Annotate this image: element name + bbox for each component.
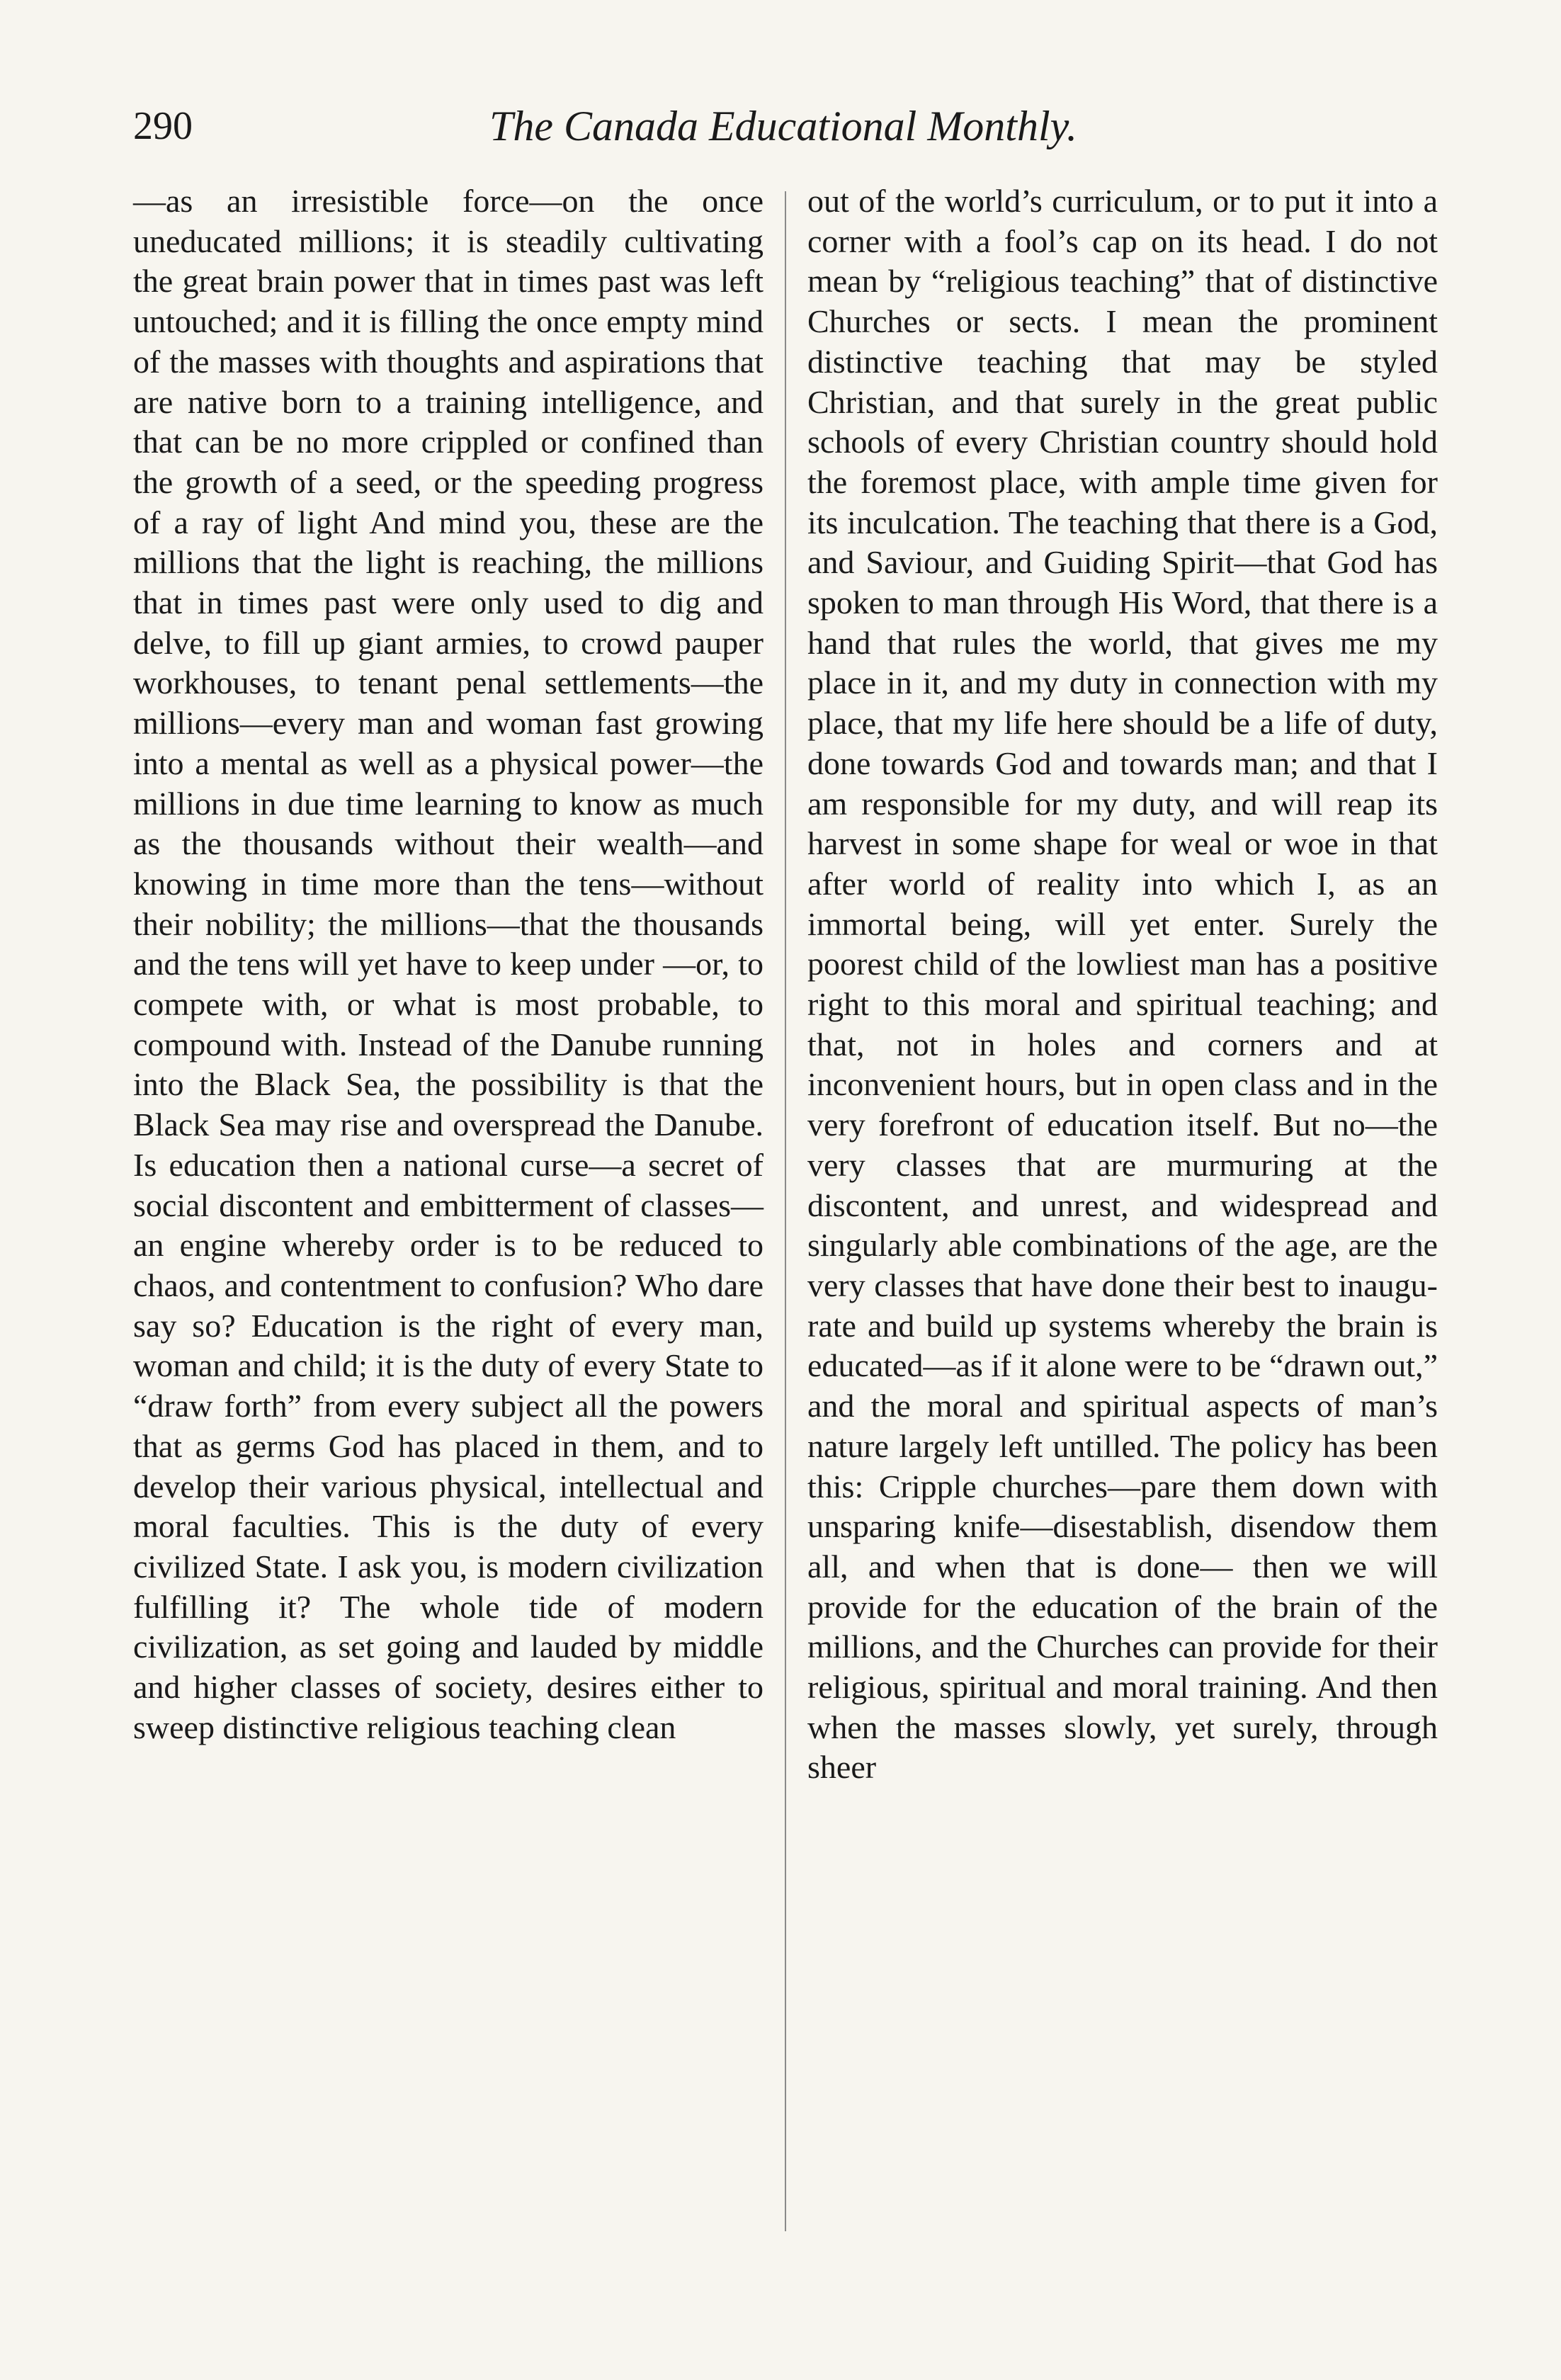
left-column <box>133 181 764 2250</box>
right-column-text: out of the world’s curriculum, or to put it into a corner with a fool’s cap on its head. I do not mean by “religious teaching” that of distinctive Churches or sects. I mean the prominent distinctive teaching that may be styled Christian, and that surely in the great public schools of every Christian country should hold the foremost place, with ample time given for its inculcation. The teaching that there is a God, and Saviour, and Guiding Spirit—that God has spoken to man through His Word, that there is a hand that rules the world, that gives me my place in it, and my duty in connection with my place, that my life here should be a life of duty, done towards God and towards man; and that I am responsible for my duty, and will reap its harvest in some shape for weal or woe in that after world of reality into which I, as an immortal being, will yet enter. Surely the poorest child of the lowliest man has a positive right to this moral and spiritual teaching; and that, not in holes and corners and at inconvenient hours, but in open class and in the very forefront of education itself. But no—the very classes that are murmuring at the discontent, and unrest, and widespread and singularly able combinations of the age, are the very classes that have done their best to inaugurate and build up systems whereby the brain is educated—as if it alone were to be “drawn out,” and the moral and spiritual aspects of man’s nature largely left untilled. The policy has been this: Cripple churches—pare them down with unsparing knife—disestablish, disendow them all, and when that is done— then we will provide for the education of the brain of the millions, and the Churches can provide for their religious, spiritual and moral training. And then when the masses slowly, yet surely, through sheer <box>807 183 1438 1786</box>
page-header <box>133 98 1434 154</box>
right-column <box>807 181 1438 2250</box>
page-number: 290 <box>133 104 193 148</box>
running-title: The Canada Educational Monthly. <box>489 103 1077 149</box>
column-divider <box>785 191 786 2231</box>
left-column-text: —as an irresistible force—on the once uneducated millions; it is steadily cultivating the great brain power that in times past was left untouched; and it is filling the once empty mind of the masses with thoughts and aspirations that are native born to a training intelligence, and that can be no more crippled or confined than the growth of a seed, or the speeding progress of a ray of light And mind you, these are the millions that the light is reaching, the millions that in times past were only used to dig and delve, to fill up giant armies, to crowd pauper workhouses, to tenant penal settlements—the millions—every man and woman fast growing into a mental as well as a physical power—the millions in due time learning to know as much as the thousands without their wealth—and knowing in time more than the tens—without their nobility; the millions—that the thousands and the tens will yet have to keep under —or, to compete with, or what is most probable, to compound with. Instead of the Danube running into the Black Sea, the possibility is that the Black Sea may rise and overspread the Danube. Is education then a national curse—a secret of social discontent and embitterment of classes—an engine whereby order is to be reduced to chaos, and contentment to confusion? Who dare say so? Education is the right of every man, woman and child; it is the duty of every State to “draw forth” from every subject all the powers that as germs God has placed in them, and to develop their various physical, intellectual and moral faculties. This is the duty of every civilized State. I ask you, is modern civilization fulfilling it? The whole tide of modern civilization, as set going and lauded by middle and higher classes of society, desires either to sweep distinctive religious teaching clean <box>133 183 764 1745</box>
